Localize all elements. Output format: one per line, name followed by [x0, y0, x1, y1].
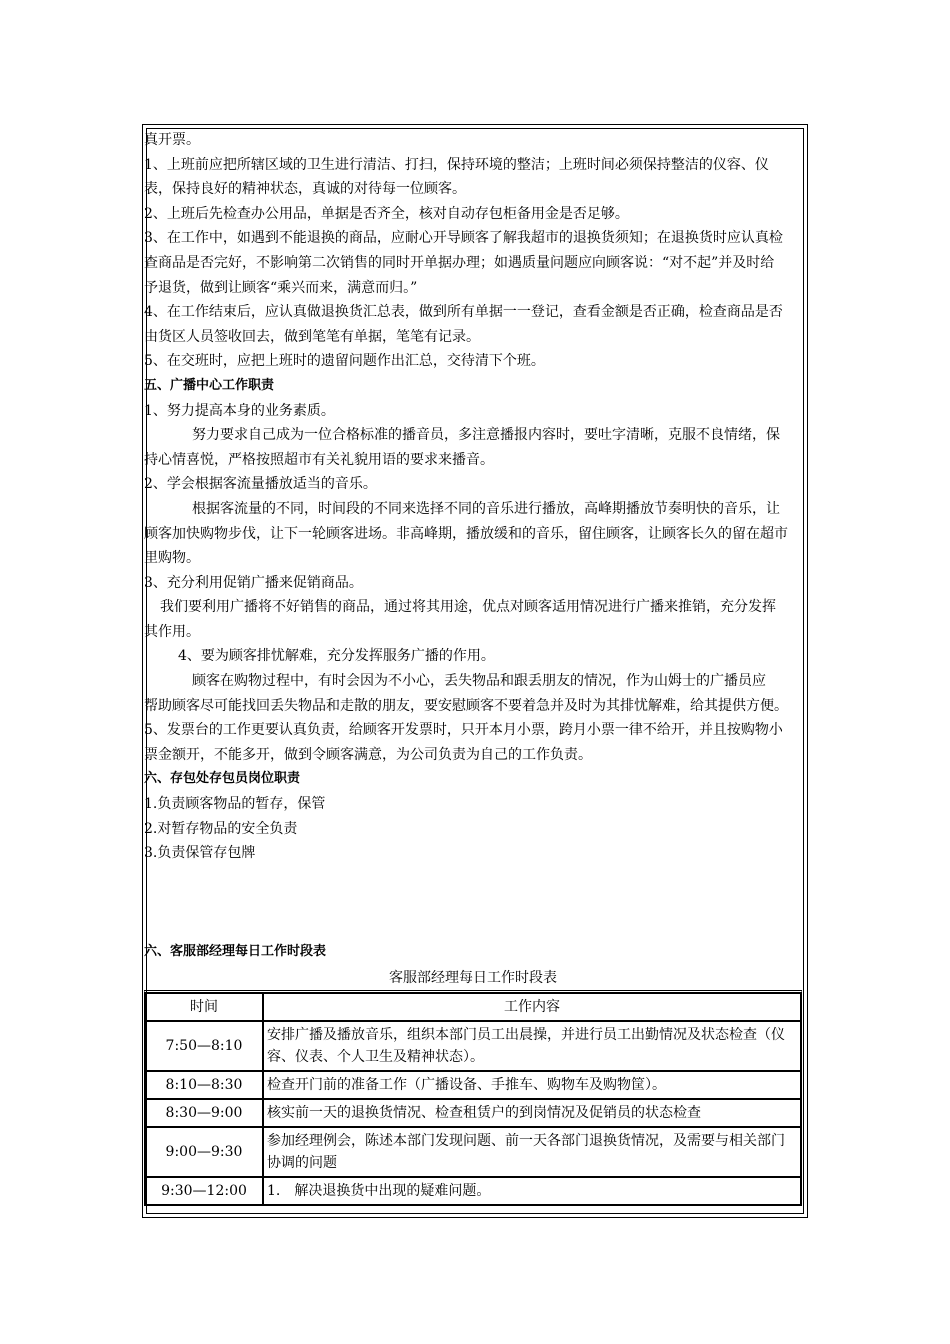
schedule-time-cell: 8:10—8:30 [145, 1071, 263, 1099]
paragraph-line: 我们要利用广播将不好销售的商品，通过将其用途，优点对顾客适用情况进行广播来推销，充分发挥 [160, 599, 776, 616]
schedule-row [145, 1021, 801, 1071]
paragraph-line: 2.对暂存物品的安全负责 [144, 820, 298, 837]
schedule-time-cell: 9:00—9:30 [145, 1127, 263, 1177]
paragraph-line: 其作用。 [144, 623, 200, 640]
spacer [144, 866, 802, 940]
schedule-row [145, 1071, 801, 1099]
schedule-content-cell: 1. 解决退换货中出现的疑难问题。 [263, 1177, 801, 1205]
paragraph-line: 3.负责保管存包牌 [144, 845, 256, 862]
schedule-header-row [145, 993, 801, 1021]
document-frame [142, 124, 808, 1218]
paragraph-line: 票金额开，不能多开，做到令顾客满意，为公司负责为自己的工作负责。 [144, 746, 592, 763]
content-column-header: 工作内容 [263, 993, 801, 1021]
schedule-row [145, 1177, 801, 1205]
paragraph-line: 帮助顾客尽可能找回丢失物品和走散的朋友，要安慰顾客不要着急并及时为其排忧解难，给其提供方便。 [144, 697, 788, 714]
paragraph-line: 表，保持良好的精神状态，真诚的对待每一位顾客。 [144, 181, 466, 198]
paragraph-line: 顾客在购物过程中，有时会因为不小心，丢失物品和跟丢朋友的情况，作为山姆士的广播员应 [192, 673, 766, 690]
schedule-time-cell: 9:30—12:00 [145, 1177, 263, 1205]
schedule-content-cell: 核实前一天的退换货情况、检查租赁户的到岗情况及促销员的状态检查 [263, 1099, 801, 1127]
schedule-table [144, 990, 802, 1206]
paragraph-line: 顾客加快购物步伐，让下一轮顾客进场。非高峰期，播放缓和的音乐，留住顾客，让顾客长久的留在超市 [144, 525, 788, 542]
paragraph-line: 1、努力提高本身的业务素质。 [144, 402, 335, 419]
schedule-content-cell: 安排广播及播放音乐，组织本部门员工出晨操，并进行员工出勤情况及状态检查（仪容、仪表、个人卫生及精神状态）。 [263, 1021, 801, 1071]
paragraph-line: 4、在工作结束后，应认真做退换货汇总表，做到所有单据一一登记，查看金额是否正确，检查商品是否 [144, 304, 783, 321]
section-heading: 五、广播中心工作职责 [144, 377, 275, 393]
paragraph-line: 4、要为顾客排忧解难，充分发挥服务广播的作用。 [178, 648, 495, 665]
paragraph-line: 由货区人员签收回去，做到笔笔有单据，笔笔有记录。 [144, 328, 480, 345]
paragraph-line: 1.负责顾客物品的暂存，保管 [144, 796, 326, 813]
paragraph-line: 5、发票台的工作更要认真负责，给顾客开发票时，只开本月小票，跨月小票一律不给开，并且按购物小 [144, 722, 783, 739]
paragraph-line: 3、在工作中，如遇到不能退换的商品，应耐心开导顾客了解我超市的退换货须知；在退换货时应认真检 [144, 230, 783, 247]
schedule-row [145, 1127, 801, 1177]
schedule-content-cell: 检查开门前的准备工作（广播设备、手推车、购物车及购物筐）。 [263, 1071, 801, 1099]
section-heading: 六、存包处存包员岗位职责 [144, 771, 301, 787]
paragraph-line: 5、在交班时，应把上班时的遗留问题作出汇总，交待清下个班。 [144, 353, 545, 370]
schedule-time-cell: 7:50—8:10 [145, 1021, 263, 1071]
document-body [144, 128, 802, 1206]
paragraph-line: 里购物。 [144, 550, 200, 567]
schedule-time-cell: 8:30—9:00 [145, 1099, 263, 1127]
schedule-caption: 客服部经理每日工作时段表 [389, 970, 557, 987]
paragraph-line: 3、充分利用促销广播来促销商品。 [144, 574, 363, 591]
paragraph-line: 持心情喜悦，严格按照超市有关礼貌用语的要求来播音。 [144, 451, 494, 468]
schedule-content-cell: 参加经理例会，陈述本部门发现问题、前一天各部门退换货情况，及需要与相关部门协调的问题 [263, 1127, 801, 1177]
paragraph-line: 真开票。 [144, 132, 200, 148]
time-column-header: 时间 [145, 993, 263, 1021]
paragraph-line: 2、上班后先检查办公用品，单据是否齐全，核对自动存包柜备用金是否足够。 [144, 205, 629, 222]
paragraph-line: 努力要求自己成为一位合格标准的播音员，多注意播报内容时，要吐字清晰，克服不良情绪，保 [192, 427, 780, 444]
paragraph-line: 查商品是否完好，不影响第二次销售的同时开单据办理；如遇质量问题应向顾客说：“对不起”并及时给 [144, 254, 775, 271]
paragraph-line: 予退货，做到让顾客“乘兴而来，满意而归。” [144, 279, 418, 296]
schedule-heading: 六、客服部经理每日工作时段表 [144, 943, 327, 959]
paragraph-line: 2、学会根据客流量播放适当的音乐。 [144, 476, 377, 493]
paragraph-line: 根据客流量的不同，时间段的不同来选择不同的音乐进行播放，高峰期播放节奏明快的音乐，让 [192, 500, 780, 517]
body-text [144, 128, 802, 866]
schedule-row [145, 1099, 801, 1127]
paragraph-line: 1、上班前应把所辖区域的卫生进行清洁、打扫，保持环境的整洁；上班时间必须保持整洁的仪容、仪 [144, 156, 769, 173]
